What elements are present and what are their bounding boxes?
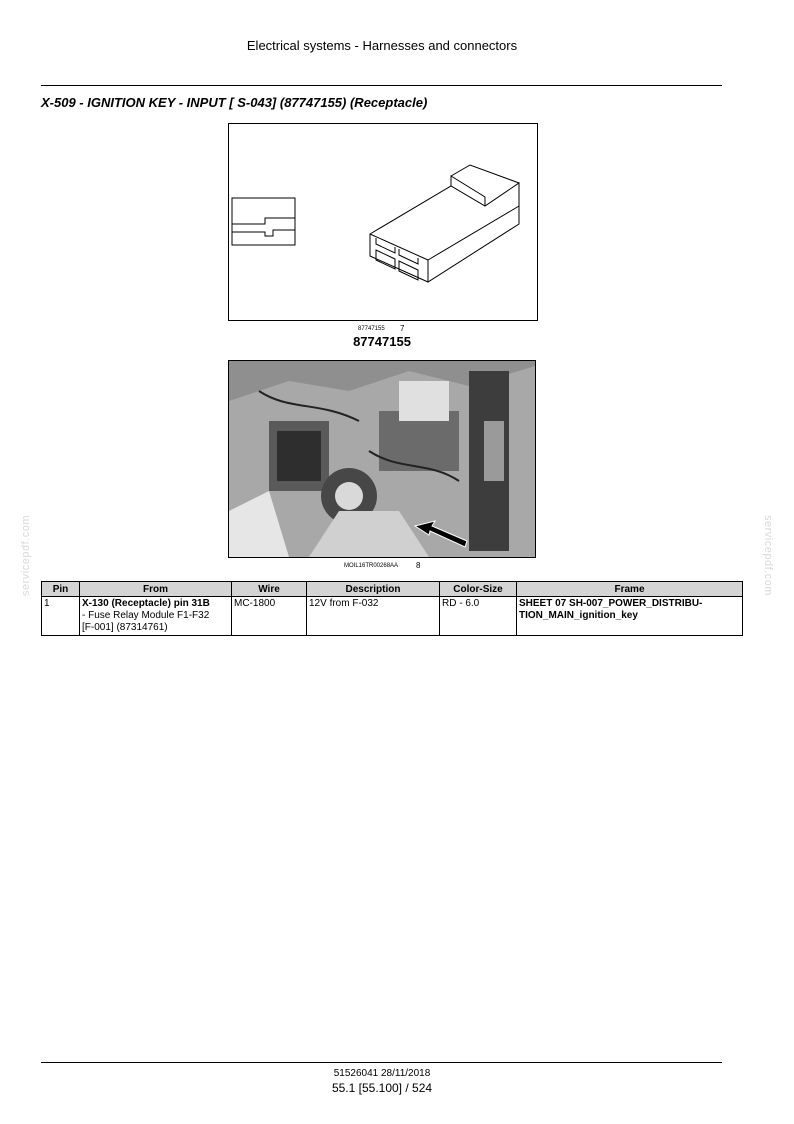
- page-header-title: Electrical systems - Harnesses and connectors: [246, 38, 518, 53]
- figure2-code: MOIL16TR00268AA: [344, 563, 399, 569]
- frame-line1: SHEET 07 SH-007_POWER_DISTRIBU-: [519, 598, 703, 609]
- footer-doc-id: 51526041 28/11/2018: [333, 1068, 431, 1079]
- from-connector: X-130 (Receptacle) pin 31B: [82, 598, 210, 609]
- location-photo: [229, 361, 535, 557]
- from-line2: - Fuse Relay Module F1-F32: [82, 610, 210, 621]
- header-rule: [41, 85, 722, 86]
- section-title: X-509 - IGNITION KEY - INPUT [ S-043] (87747155) (Receptacle): [41, 95, 428, 110]
- header-from: From: [80, 582, 232, 597]
- header-frame: Frame: [517, 582, 743, 597]
- cell-pin: 1: [42, 597, 80, 636]
- from-line3: [F-001] (87314761): [82, 622, 168, 633]
- header-wire: Wire: [232, 582, 307, 597]
- cell-color-size: RD - 6.0: [440, 597, 517, 636]
- header-color-size: Color-Size: [440, 582, 517, 597]
- footer-rule: [41, 1062, 722, 1063]
- table-header-row: [42, 582, 743, 597]
- cell-description: 12V from F-032: [307, 597, 440, 636]
- cell-wire: MC-1800: [232, 597, 307, 636]
- pin-table: [41, 581, 743, 636]
- connector-drawing: [229, 124, 537, 320]
- cell-from: [80, 597, 232, 636]
- figure1-part-number: 87747155: [353, 334, 411, 349]
- location-photo-figure: [228, 360, 536, 558]
- header-description: Description: [307, 582, 440, 597]
- table-row: [42, 597, 743, 636]
- footer-page-number: 55.1 [55.100] / 524: [331, 1081, 433, 1095]
- watermark-left: servicepdf.com: [20, 515, 32, 596]
- watermark-right: servicepdf.com: [762, 515, 774, 596]
- connector-drawing-figure: [228, 123, 538, 321]
- header-pin: Pin: [42, 582, 80, 597]
- figure2-number: 8: [416, 561, 421, 570]
- cell-frame: [517, 597, 743, 636]
- figure1-code: 87747155: [358, 326, 385, 332]
- figure1-number: 7: [400, 324, 405, 333]
- frame-line2: TION_MAIN_ignition_key: [519, 610, 638, 621]
